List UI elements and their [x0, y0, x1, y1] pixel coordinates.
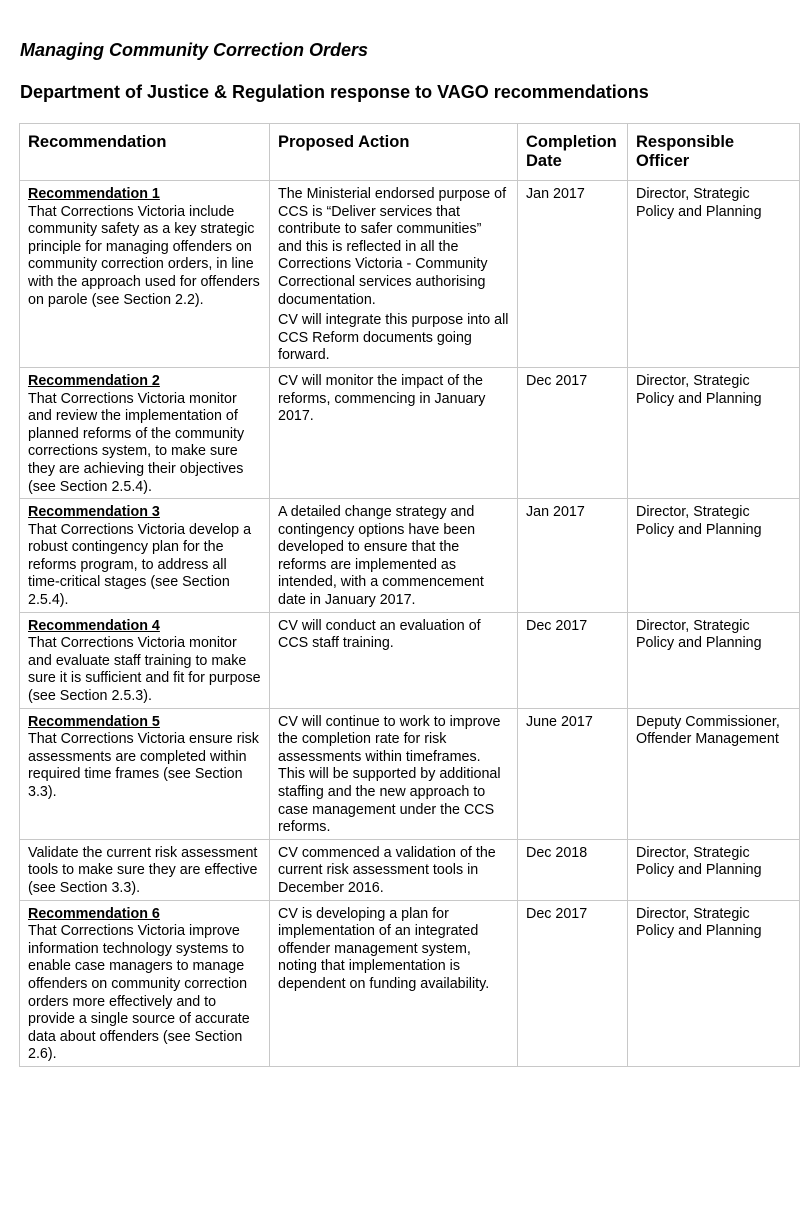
responsible-officer-cell: Director, Strategic Policy and Planning [628, 839, 800, 900]
completion-date-cell: Dec 2018 [518, 839, 628, 900]
table-row [20, 900, 800, 1066]
completion-date-cell: Dec 2017 [518, 900, 628, 1066]
completion-date-cell: Dec 2017 [518, 367, 628, 498]
header-recommendation: Recommendation [20, 124, 270, 181]
recommendation-text: That Corrections Victoria monitor and review the implementation of planned reforms of the community corrections system, to make sure they are achieving their objectives (see Section 2.5.4). [28, 390, 245, 495]
recommendation-text: That Corrections Victoria ensure risk assessments are completed within required time frames (see Section 3.3). [28, 731, 259, 800]
proposed-action-cell: CV will continue to work to improve the completion rate for risk assessments within timeframes. This will be supported by additional staffing and the new approach to case management under the CCS reforms. [270, 708, 518, 839]
recommendation-cell [20, 181, 270, 368]
recommendation-cell [20, 900, 270, 1066]
recommendation-cell [20, 839, 270, 900]
recommendation-heading: Recommendation 1 [28, 186, 160, 202]
recommendation-text: That Corrections Victoria include community safety as a key strategic principle for managing offenders on community correction orders, in line with the approach used for offenders on parole (see Section 2.2). [28, 203, 260, 308]
recommendation-text: That Corrections Victoria improve information technology systems to enable case managers to manage offenders on community correction orders more effectively and to provide a single source of accurate data about offenders (see Section 2.6). [28, 923, 250, 1063]
recommendation-heading: Recommendation 4 [28, 617, 160, 634]
responsible-officer-cell: Deputy Commissioner, Offender Management [628, 708, 800, 839]
recommendation-heading: Recommendation 6 [28, 905, 160, 922]
table-row [20, 612, 800, 708]
proposed-action-cell: CV is developing a plan for implementation of an integrated offender management system, noting that implementation is dependent on funding availability. [270, 900, 518, 1066]
recommendation-cell [20, 612, 270, 708]
completion-date-cell: Jan 2017 [518, 181, 628, 368]
recommendation-heading: Recommendation 3 [28, 504, 160, 521]
table-header-row [20, 124, 800, 181]
recommendation-text: Validate the current risk assessment tools to make sure they are effective (see Section 3.3). [28, 844, 258, 896]
proposed-action-cell: CV will conduct an evaluation of CCS staff training. [270, 612, 518, 708]
table-row [20, 367, 800, 498]
table-row [20, 708, 800, 839]
recommendation-cell [20, 708, 270, 839]
proposed-action-cell [270, 181, 518, 368]
responsible-officer-cell: Director, Strategic Policy and Planning [628, 499, 800, 613]
proposed-action-cell: CV will monitor the impact of the reforms, commencing in January 2017. [270, 367, 518, 498]
header-proposed-action: Proposed Action [270, 124, 518, 181]
responsible-officer-cell: Director, Strategic Policy and Planning [628, 900, 800, 1066]
recommendation-text: That Corrections Victoria develop a robust contingency plan for the reforms program, to address all time-critical stages (see Section 2.5.4). [28, 521, 252, 609]
document-subtitle: Department of Justice & Regulation response to VAGO recommendations [20, 82, 649, 102]
recommendation-heading: Recommendation 2 [28, 372, 160, 389]
recommendations-table [19, 123, 800, 1067]
proposed-action-text: The Ministerial endorsed purpose of CCS is “Deliver services that contribute to safer communities” and this is reflected in all the Corrections Victoria - Community Correctional services authorising documentation. [278, 186, 507, 308]
completion-date-cell: June 2017 [518, 708, 628, 839]
recommendation-heading: Recommendation 5 [28, 713, 160, 730]
recommendation-cell [20, 367, 270, 498]
table-row [20, 181, 800, 368]
recommendation-text: That Corrections Victoria monitor and evaluate staff training to make sure it is sufficient and fit for purpose (see Section 2.5.3). [28, 635, 261, 705]
proposed-action-cell: CV commenced a validation of the current risk assessment tools in December 2016. [270, 839, 518, 900]
completion-date-cell: Jan 2017 [518, 499, 628, 613]
table-row [20, 839, 800, 900]
proposed-action-text-2: CV will integrate this purpose into all CCS Reform documents going forward. [278, 312, 509, 364]
document-title: Managing Community Correction Orders [20, 40, 369, 60]
responsible-officer-cell: Director, Strategic Policy and Planning [628, 612, 800, 708]
completion-date-cell: Dec 2017 [518, 612, 628, 708]
recommendation-cell [20, 499, 270, 613]
header-completion-date: Completion Date [518, 124, 628, 181]
header-responsible-officer: Responsible Officer [628, 124, 800, 181]
responsible-officer-cell: Director, Strategic Policy and Planning [628, 367, 800, 498]
responsible-officer-cell: Director, Strategic Policy and Planning [628, 181, 800, 368]
table-row [20, 499, 800, 613]
proposed-action-cell: A detailed change strategy and contingency options have been developed to ensure that the reforms are implemented as intended, with a commencement date in January 2017. [270, 499, 518, 613]
